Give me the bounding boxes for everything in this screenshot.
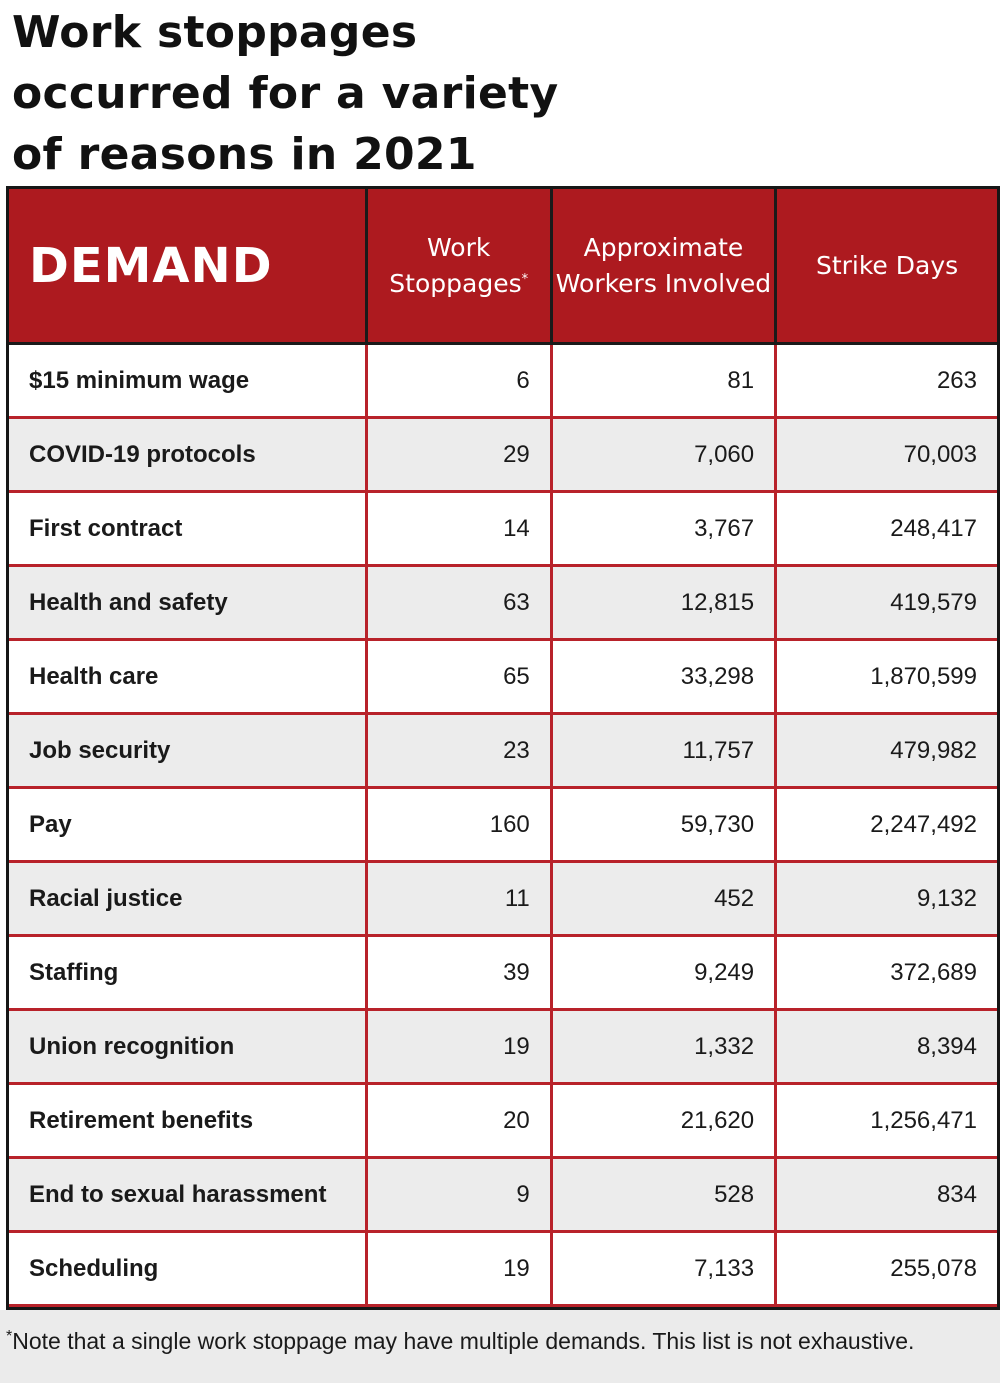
work-stoppages-cell: 11 [366,862,551,936]
workers-cell: 1,332 [551,1010,775,1084]
demands-table [6,186,1000,1310]
work-stoppages-header-label: Work Stoppages [389,232,522,298]
work-stoppages-cell: 160 [366,788,551,862]
column-header-workers: Approximate Workers Involved [551,189,775,344]
work-stoppages-cell: 29 [366,418,551,492]
demand-cell: Racial justice [9,862,366,936]
strike-days-cell: 70,003 [776,418,997,492]
demand-cell: Health and safety [9,566,366,640]
workers-cell: 81 [551,344,775,418]
footnote [0,1310,1000,1383]
demand-cell: Union recognition [9,1010,366,1084]
workers-cell: 3,767 [551,492,775,566]
page-title: Work stoppages occurred for a variety of reasons in 2021 [12,7,559,180]
work-stoppages-cell: 14 [366,492,551,566]
strike-days-cell: 248,417 [776,492,997,566]
demand-cell: COVID-19 protocols [9,418,366,492]
table-row [9,1158,997,1232]
table-row [9,566,997,640]
strike-days-cell: 1,870,599 [776,640,997,714]
workers-cell: 12,815 [551,566,775,640]
table-row [9,1010,997,1084]
table-row [9,862,997,936]
table-row [9,714,997,788]
work-stoppages-cell: 23 [366,714,551,788]
demand-cell: Job security [9,714,366,788]
demand-cell: Health care [9,640,366,714]
work-stoppages-cell: 9 [366,1158,551,1232]
demand-cell: Scheduling [9,1232,366,1306]
strike-days-cell: 263 [776,344,997,418]
work-stoppages-cell: 19 [366,1232,551,1306]
strike-days-cell: 9,132 [776,862,997,936]
table-row [9,418,997,492]
footnote-marker: * [521,271,529,287]
workers-cell: 21,620 [551,1084,775,1158]
demand-cell: $15 minimum wage [9,344,366,418]
strike-days-cell: 419,579 [776,566,997,640]
demand-cell: End to sexual harassment [9,1158,366,1232]
strike-days-cell: 8,394 [776,1010,997,1084]
table-header-row [9,189,997,344]
demand-cell: Staffing [9,936,366,1010]
work-stoppages-cell: 19 [366,1010,551,1084]
workers-cell: 7,060 [551,418,775,492]
footnote-star: * [6,1328,13,1345]
table-row [9,1232,997,1306]
strike-days-cell: 834 [776,1158,997,1232]
footnote-text: Note that a single work stoppage may have multiple demands. This list is not exhaustive. [12,1328,915,1354]
column-header-demand: DEMAND [9,189,366,344]
workers-cell: 11,757 [551,714,775,788]
table-row [9,936,997,1010]
strike-days-cell: 479,982 [776,714,997,788]
workers-cell: 33,298 [551,640,775,714]
work-stoppages-cell: 65 [366,640,551,714]
column-header-strike-days: Strike Days [776,189,997,344]
workers-cell: 528 [551,1158,775,1232]
table-row [9,344,997,418]
table-body [9,344,997,1306]
table-row [9,1084,997,1158]
table-row [9,788,997,862]
work-stoppages-cell: 39 [366,936,551,1010]
table-row [9,640,997,714]
strike-days-cell: 1,256,471 [776,1084,997,1158]
table-row [9,492,997,566]
workers-cell: 7,133 [551,1232,775,1306]
workers-cell: 9,249 [551,936,775,1010]
strike-days-cell: 2,247,492 [776,788,997,862]
demand-cell: First contract [9,492,366,566]
work-stoppages-cell: 63 [366,566,551,640]
strike-days-cell: 372,689 [776,936,997,1010]
work-stoppages-cell: 6 [366,344,551,418]
demand-cell: Retirement benefits [9,1084,366,1158]
workers-cell: 452 [551,862,775,936]
column-header-work-stoppages [366,189,551,344]
strike-days-cell: 255,078 [776,1232,997,1306]
demand-cell: Pay [9,788,366,862]
work-stoppages-cell: 20 [366,1084,551,1158]
workers-cell: 59,730 [551,788,775,862]
